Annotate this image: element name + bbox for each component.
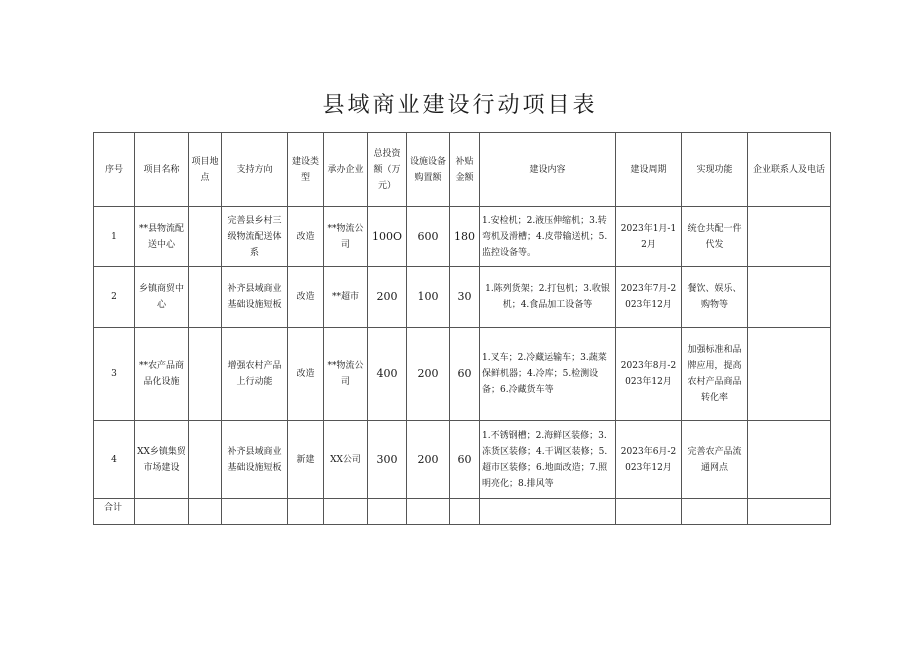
cell-company: **物流公司 xyxy=(324,207,368,267)
col-header-name: 项目名称 xyxy=(135,133,189,207)
cell-subsidy: 180 xyxy=(450,207,480,267)
cell-type: 新建 xyxy=(288,421,324,499)
col-header-company: 承办企业 xyxy=(324,133,368,207)
cell-no: 4 xyxy=(94,421,135,499)
cell-name: XX乡镇集贸市场建设 xyxy=(135,421,189,499)
total-label: 合计 xyxy=(94,499,135,525)
total-cell xyxy=(480,499,616,525)
col-header-total: 总投资额（万元） xyxy=(368,133,407,207)
cell-company: XX公司 xyxy=(324,421,368,499)
cell-contact xyxy=(748,328,831,421)
cell-period: 2023年1月-12月 xyxy=(616,207,682,267)
cell-name: **农产品商品化设施 xyxy=(135,328,189,421)
total-row xyxy=(94,499,831,525)
cell-subsidy: 30 xyxy=(450,267,480,328)
cell-equipment: 600 xyxy=(407,207,450,267)
cell-name: **县物流配送中心 xyxy=(135,207,189,267)
cell-type: 改造 xyxy=(288,328,324,421)
col-header-content: 建设内容 xyxy=(480,133,616,207)
cell-equipment: 200 xyxy=(407,328,450,421)
total-cell xyxy=(288,499,324,525)
page-title: 县域商业建设行动项目表 xyxy=(322,93,598,118)
cell-total: 100O xyxy=(368,207,407,267)
cell-no: 1 xyxy=(94,207,135,267)
cell-contact xyxy=(748,267,831,328)
total-cell xyxy=(450,499,480,525)
table-row xyxy=(94,421,831,499)
col-header-function: 实现功能 xyxy=(682,133,748,207)
table-row xyxy=(94,328,831,421)
cell-total: 200 xyxy=(368,267,407,328)
col-header-no: 序号 xyxy=(94,133,135,207)
cell-subsidy: 60 xyxy=(450,421,480,499)
cell-function: 统仓共配一件代发 xyxy=(682,207,748,267)
cell-no: 2 xyxy=(94,267,135,328)
cell-type: 改造 xyxy=(288,207,324,267)
cell-type: 改造 xyxy=(288,267,324,328)
col-header-equipment: 设施设备购置额 xyxy=(407,133,450,207)
cell-direction: 补齐县域商业基础设施短板 xyxy=(222,267,288,328)
table-row xyxy=(94,267,831,328)
project-table xyxy=(93,132,831,525)
total-cell xyxy=(222,499,288,525)
total-cell xyxy=(407,499,450,525)
cell-direction: 补齐县域商业基础设施短板 xyxy=(222,421,288,499)
cell-function: 加强标准和品牌应用，提高农村产品商品转化率 xyxy=(682,328,748,421)
cell-contact xyxy=(748,207,831,267)
cell-content: 1.安检机；2.液压伸缩机；3.转弯机及滑槽；4.皮带输送机；5.监控设备等。 xyxy=(480,207,616,267)
col-header-period: 建设周期 xyxy=(616,133,682,207)
cell-function: 完善农产品流通网点 xyxy=(682,421,748,499)
cell-location xyxy=(189,267,222,328)
cell-content: 1.陈列货架；2.打包机；3.收银机；4.食品加工设备等 xyxy=(480,267,616,328)
total-cell xyxy=(189,499,222,525)
cell-equipment: 100 xyxy=(407,267,450,328)
cell-total: 400 xyxy=(368,328,407,421)
total-cell xyxy=(135,499,189,525)
col-header-subsidy: 补贴金额 xyxy=(450,133,480,207)
cell-content: 1.叉车；2.冷藏运输车；3.蔬菜保鲜机器；4.冷库；5.检测设备；6.冷藏货车等 xyxy=(480,328,616,421)
cell-location xyxy=(189,328,222,421)
total-cell xyxy=(748,499,831,525)
col-header-location: 项目地点 xyxy=(189,133,222,207)
total-cell xyxy=(368,499,407,525)
cell-location xyxy=(189,207,222,267)
total-cell xyxy=(682,499,748,525)
cell-direction: 完善县乡村三级物流配送体系 xyxy=(222,207,288,267)
total-cell xyxy=(616,499,682,525)
cell-equipment: 200 xyxy=(407,421,450,499)
cell-subsidy: 60 xyxy=(450,328,480,421)
cell-period: 2023年7月-2023年12月 xyxy=(616,267,682,328)
cell-contact xyxy=(748,421,831,499)
cell-no: 3 xyxy=(94,328,135,421)
header-row xyxy=(94,133,831,207)
cell-name: 乡镇商贸中心 xyxy=(135,267,189,328)
cell-content: 1.不锈钢槽；2.海鲜区装修；3.冻货区装修；4.干调区装修；5.超市区装修；6.地面改造；7.照明亮化；8.排风等 xyxy=(480,421,616,499)
cell-total: 300 xyxy=(368,421,407,499)
cell-period: 2023年8月-2023年12月 xyxy=(616,328,682,421)
cell-company: **超市 xyxy=(324,267,368,328)
cell-company: **物流公司 xyxy=(324,328,368,421)
cell-period: 2023年6月-2023年12月 xyxy=(616,421,682,499)
total-cell xyxy=(324,499,368,525)
cell-direction: 增强农村产品上行动能 xyxy=(222,328,288,421)
cell-function: 餐饮、娱乐、购物等 xyxy=(682,267,748,328)
col-header-direction: 支持方向 xyxy=(222,133,288,207)
cell-location xyxy=(189,421,222,499)
col-header-type: 建设类型 xyxy=(288,133,324,207)
table-row xyxy=(94,207,831,267)
col-header-contact: 企业联系人及电话 xyxy=(748,133,831,207)
